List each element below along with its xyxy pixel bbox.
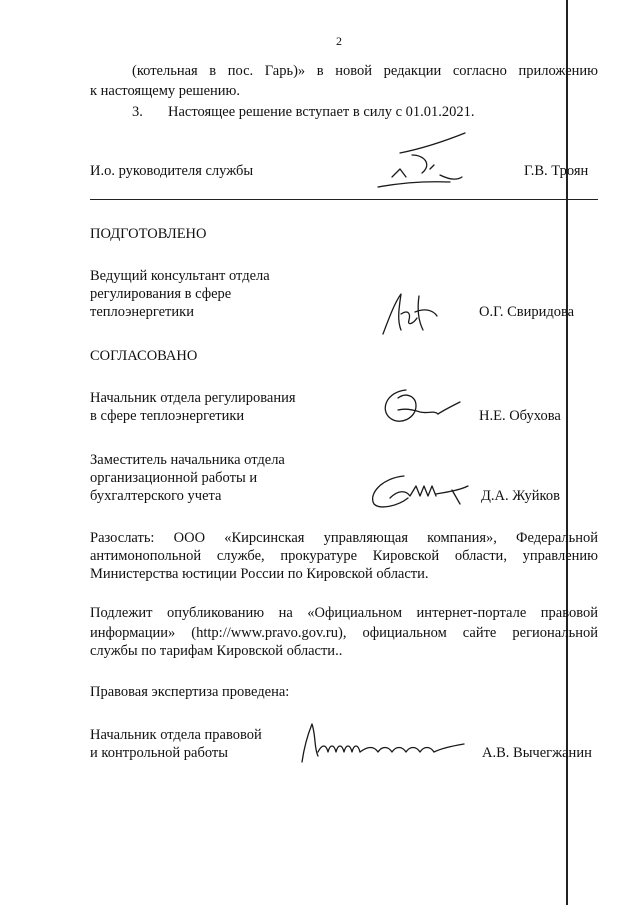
distribution-line-3: Министерства юстиции России по Кировской области. bbox=[90, 566, 429, 582]
agreed-2-position-1: Заместитель начальника отдела bbox=[90, 452, 285, 468]
page-number: 2 bbox=[336, 34, 342, 48]
publication-line-3: службы по тарифам Кировской области.. bbox=[90, 643, 343, 659]
legal-signature bbox=[292, 718, 467, 768]
agreed-2-position-2: организационной работы и bbox=[90, 470, 258, 486]
agreed-1-name: Н.Е. Обухова bbox=[479, 408, 561, 424]
agreed-1-position-2: в сфере теплоэнергетики bbox=[90, 408, 245, 424]
agreed-heading: СОГЛАСОВАНО bbox=[90, 348, 198, 364]
prepared-signature bbox=[375, 290, 445, 340]
agreed-1-position-1: Начальник отдела регулирования bbox=[90, 390, 296, 406]
agreed-2-name: Д.А. Жуйков bbox=[481, 488, 560, 504]
distribution-line-1: Разослать: ООО «Кирсинская управляющая компания», Федеральной bbox=[90, 530, 598, 546]
prepared-position-3: теплоэнергетики bbox=[90, 304, 194, 320]
head-name: Г.В. Троян bbox=[524, 163, 589, 179]
intro-line-1: (котельная в пос. Гарь)» в новой редакции согласно приложению bbox=[132, 63, 598, 79]
legal-position-1: Начальник отдела правовой bbox=[90, 727, 262, 743]
legal-position-2: и контрольной работы bbox=[90, 745, 228, 761]
agreed-1-signature bbox=[376, 380, 466, 430]
item-3-number: 3. bbox=[132, 104, 143, 120]
prepared-position-1: Ведущий консультант отдела bbox=[90, 268, 270, 284]
legal-review-text: Правовая экспертиза проведена: bbox=[90, 684, 290, 700]
intro-line-2: к настоящему решению. bbox=[90, 83, 241, 99]
publication-line-1: Подлежит опубликованию на «Официальном интернет-портале правовой bbox=[90, 605, 598, 621]
head-signature bbox=[370, 125, 480, 200]
prepared-name: О.Г. Свиридова bbox=[479, 304, 575, 320]
prepared-position-2: регулирования в сфере bbox=[90, 286, 232, 302]
legal-name: А.В. Вычегжанин bbox=[482, 745, 592, 761]
agreed-2-signature bbox=[364, 468, 474, 513]
publication-line-2: информации» (http://www.pravo.gov.ru), официальном сайте региональной bbox=[90, 625, 598, 641]
divider bbox=[90, 199, 598, 200]
head-title: И.о. руководителя службы bbox=[90, 163, 254, 179]
item-3-text: Настоящее решение вступает в силу с 01.01.2021. bbox=[168, 104, 475, 120]
prepared-heading: ПОДГОТОВЛЕНО bbox=[90, 226, 207, 242]
agreed-2-position-3: бухгалтерского учета bbox=[90, 488, 222, 504]
scan-edge-line bbox=[566, 0, 568, 905]
distribution-line-2: антимонопольной службе, прокуратуре Кировской области, управлению bbox=[90, 548, 598, 564]
